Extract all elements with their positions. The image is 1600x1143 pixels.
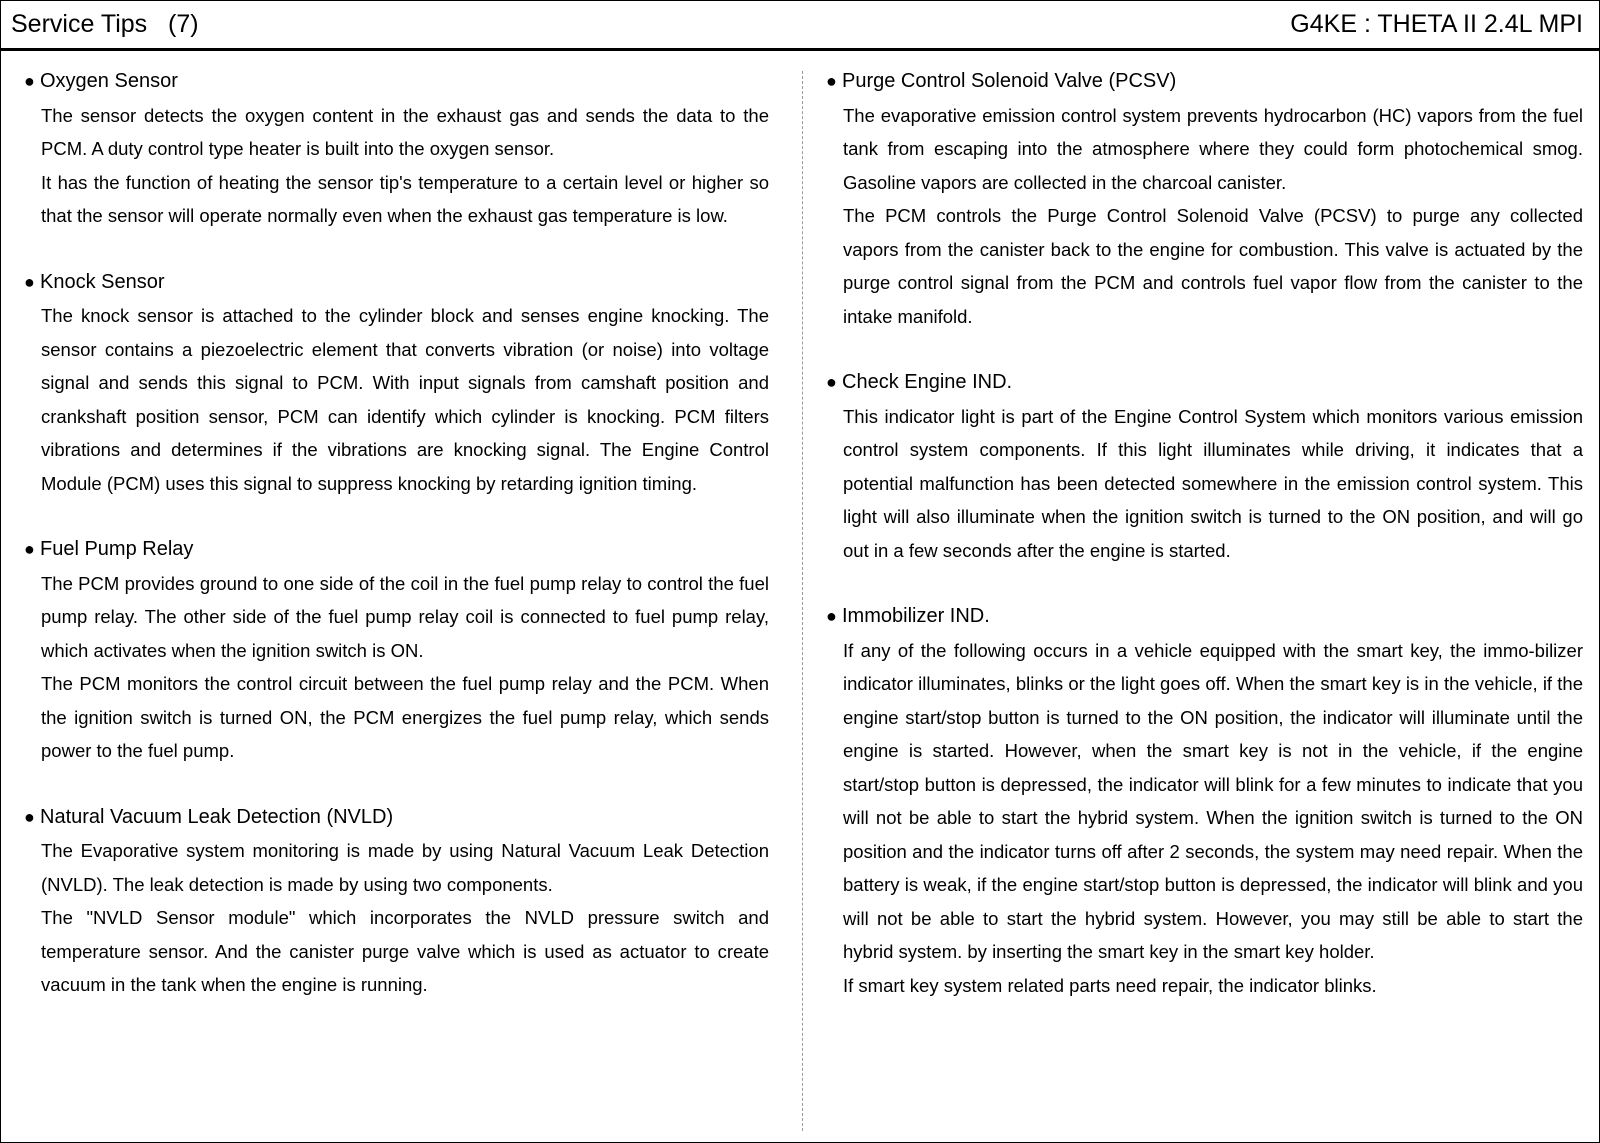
section-paragraph: The "NVLD Sensor module" which incorporates the NVLD pressure switch and temperature sensor. And the canister purge valve which is used as actuator to create vacuum in the tank when the engine is running. — [41, 907, 769, 995]
section-title: ● Check Engine IND. — [823, 366, 1583, 400]
section-paragraph: If any of the following occurs in a vehicle equipped with the smart key, the immo-bilizer indicator illuminates, blinks or the light goes off. When the smart key is in the vehicle, if the engine start/stop button is turned to the ON position, the indicator will illuminate until the engine is started. However, when the smart key is not in the vehicle, if the engine start/stop button is depressed, the indicator will blink for a few minutes to indicate that you will not be able to start the hybrid system. When the ignition switch is turned to the ON position and the indicator turns off after 2 seconds, the system may need repair. When the battery is weak, if the engine start/stop button is depressed, the indicator will blink and you will not be able to start the hybrid system. However, you may still be able to start the hybrid system. by inserting the smart key in the smart key holder. — [843, 639, 1583, 962]
bullet-icon: ● — [24, 71, 35, 91]
bullet-icon: ● — [826, 372, 837, 392]
section-pcsv — [823, 65, 1583, 333]
section-paragraph: The PCM monitors the control circuit between the fuel pump relay and the PCM. When the ignition switch is turned ON, the PCM energizes the fuel pump relay, which sends power to the fuel pump. — [41, 673, 769, 761]
section-paragraph: If smart key system related parts need repair, the indicator blinks. — [843, 974, 1377, 996]
section-title: ● Purge Control Solenoid Valve (PCSV) — [823, 65, 1583, 99]
section-paragraph: The evaporative emission control system prevents hydrocarbon (HC) vapors from the fuel tank from escaping into the atmosphere where they could form photochemical smog. Gasoline vapors are collected in the charcoal canister. — [843, 104, 1583, 193]
right-column — [823, 65, 1583, 1035]
bullet-icon: ● — [24, 806, 35, 827]
section-paragraph: This indicator light is part of the Engine Control System which monitors various emission control system components. If this light illuminates while driving, it indicates that a potential malfunction has been detected somewhere in the emission control system. This light will also illuminate when the ignition switch is turned to the ON position, and will go out in a few seconds after the engine is started. — [843, 405, 1583, 561]
section-immobilizer-ind — [823, 600, 1583, 1002]
section-knock-sensor — [21, 266, 769, 501]
section-paragraph: The PCM provides ground to one side of the coil in the fuel pump relay to control the fuel pump relay. The other side of the fuel pump relay coil is connected to fuel pump relay, which activates when the ignition switch is ON. — [41, 572, 769, 661]
section-title: ● Immobilizer IND. — [823, 600, 1583, 634]
section-title: ● Fuel Pump Relay — [21, 533, 769, 567]
section-paragraph: It has the function of heating the sensor tip's temperature to a certain level or higher so that the sensor will operate normally even when the exhaust gas temperature is low. — [41, 171, 769, 226]
section-oxygen-sensor — [21, 65, 769, 233]
bullet-icon: ● — [24, 271, 35, 292]
section-check-engine-ind — [823, 366, 1583, 567]
section-title: ● Oxygen Sensor — [21, 65, 769, 99]
section-title: ● Knock Sensor — [21, 266, 769, 300]
section-title: ● Natural Vacuum Leak Detection (NVLD) — [21, 801, 769, 835]
section-paragraph: The Evaporative system monitoring is made by using Natural Vacuum Leak Detection (NVLD). The leak detection is made by using two components. — [41, 840, 769, 895]
page-header — [1, 1, 1599, 51]
page-title: Service Tips (7) — [11, 10, 199, 38]
left-column — [21, 65, 769, 1035]
section-nvld — [21, 801, 769, 1002]
bullet-icon: ● — [826, 71, 837, 91]
column-divider — [802, 71, 803, 1131]
section-fuel-pump-relay — [21, 533, 769, 768]
section-paragraph: The sensor detects the oxygen content in the exhaust gas and sends the data to the PCM. A duty control type heater is built into the oxygen sensor. — [41, 104, 769, 159]
section-paragraph: The PCM controls the Purge Control Solenoid Valve (PCSV) to purge any collected vapors from the canister back to the engine for combustion. This valve is actuated by the purge control signal from the PCM and controls fuel vapor flow from the canister to the intake manifold. — [843, 205, 1583, 327]
section-paragraph: The knock sensor is attached to the cylinder block and senses engine knocking. The sensor contains a piezoelectric element that converts vibration (or noise) into voltage signal and sends this signal to PCM. With input signals from camshaft position and crankshaft position sensor, PCM can identify which cylinder is knocking. PCM filters vibrations and determines if the vibrations are knocking signal. The Engine Control Module (PCM) uses this signal to suppress knocking by retarding ignition timing. — [41, 305, 769, 494]
bullet-icon: ● — [24, 539, 35, 559]
bullet-icon: ● — [826, 606, 837, 626]
engine-model-label: G4KE : THETA II 2.4L MPI — [1290, 10, 1583, 38]
